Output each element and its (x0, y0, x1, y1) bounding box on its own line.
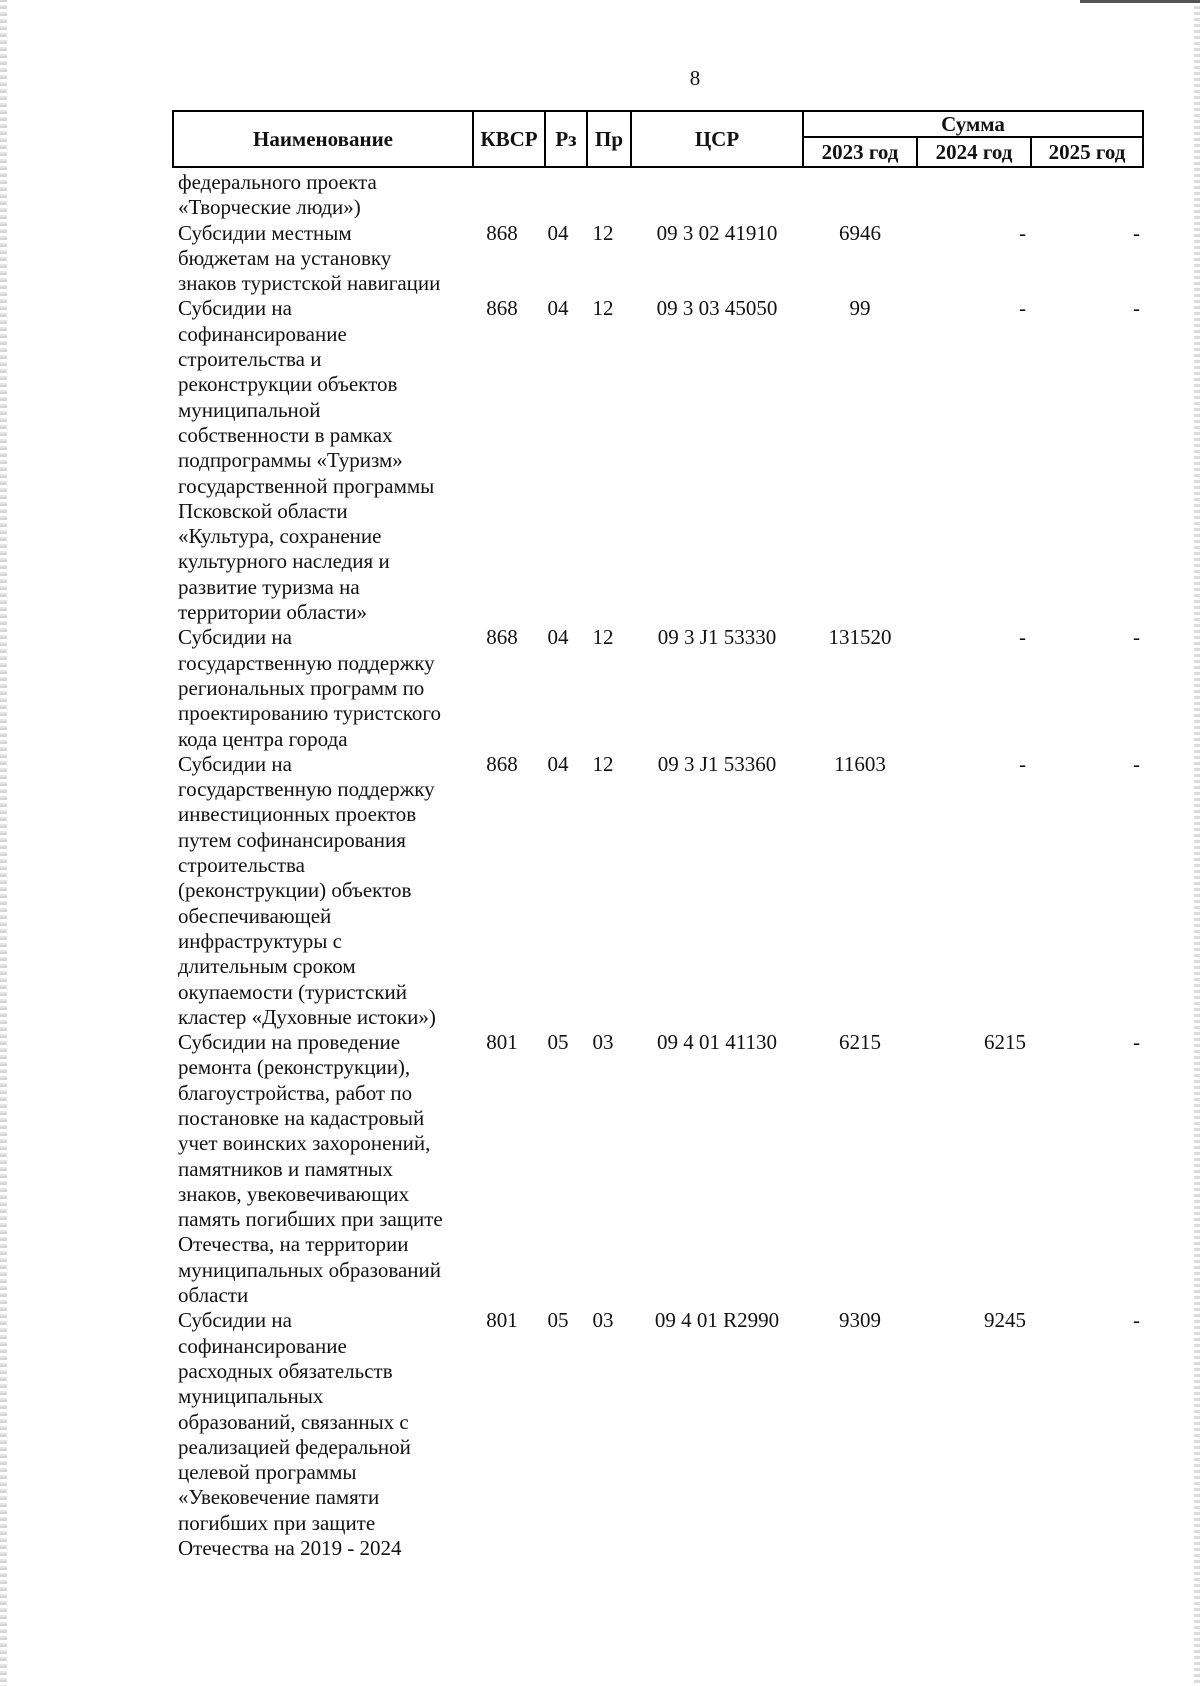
cell-csr: 09 3 03 45050 (656, 296, 778, 321)
scan-edge-top (1080, 0, 1200, 3)
name-line: области (178, 1283, 249, 1308)
row-name (178, 1030, 468, 1308)
header-year-2025: 2025 год (1048, 139, 1126, 164)
cell-2024: - (1019, 751, 1026, 776)
cell-2024: - (1019, 220, 1026, 245)
cell-2025: - (1133, 625, 1140, 650)
name-line: строительства (178, 853, 306, 878)
name-line: Отечества, на территории (178, 1232, 409, 1257)
cell-csr: 09 3 J1 53330 (657, 625, 777, 650)
cell-2023: 99 (849, 296, 871, 321)
table-row (178, 221, 1144, 297)
header-kvsr: КВСР (474, 112, 546, 166)
cell-rz: 04 (547, 220, 569, 245)
cell-rz: 04 (547, 625, 569, 650)
name-line: строительства и (178, 347, 322, 372)
name-line: государственную поддержку (178, 650, 435, 675)
name-line: кода центра города (178, 726, 348, 751)
cell-csr: 09 4 01 R2990 (654, 1308, 780, 1333)
cell-kvsr: 868 (486, 625, 518, 650)
table-row (178, 1030, 1144, 1308)
name-line: расходных обязательств (178, 1358, 393, 1383)
cell-2023: 11603 (834, 751, 886, 776)
header-rz: Рз (546, 112, 588, 166)
table-row (178, 625, 1144, 751)
name-line: муниципальных (178, 1384, 324, 1409)
row-name (178, 296, 468, 625)
name-line: постановке на кадастровый (178, 1105, 425, 1130)
name-line: развитие туризма на (178, 574, 360, 599)
name-line: «Увековечение памяти (178, 1485, 380, 1510)
name-line: окупаемости (туристский (178, 979, 407, 1004)
name-line: учет воинских захоронений, (178, 1131, 431, 1156)
name-line: (реконструкции) объектов (178, 878, 412, 903)
table-row (178, 1308, 1144, 1561)
name-line: Субсидии на проведение (178, 1030, 401, 1055)
row-name (178, 752, 468, 1030)
name-line: инфраструктуры с (178, 928, 342, 953)
name-line: государственной программы (178, 473, 435, 498)
name-line: Субсидии на (178, 296, 292, 321)
continuation-text (178, 170, 468, 221)
header-csr: ЦСР (632, 112, 804, 166)
name-line: территории области» (178, 600, 368, 625)
cell-2024: 6215 (984, 1030, 1026, 1055)
cell-2023: 6946 (839, 220, 881, 245)
name-line: Отечества на 2019 - 2024 (178, 1536, 402, 1561)
row-name (178, 1308, 468, 1561)
cell-pr: 12 (592, 751, 614, 776)
name-line: знаков, увековечивающих (178, 1181, 410, 1206)
cell-csr: 09 3 J1 53360 (657, 751, 777, 776)
name-line: софинансирование (178, 1333, 347, 1358)
name-line: Субсидии местным (178, 220, 352, 245)
name-line: Субсидии на (178, 625, 292, 650)
row-name (178, 221, 468, 297)
name-line: памятников и памятных (178, 1156, 393, 1181)
cell-2025: - (1133, 751, 1140, 776)
name-line: погибших при защите (178, 1510, 376, 1535)
name-line: длительным сроком (178, 954, 356, 979)
cell-2024: - (1019, 625, 1026, 650)
name-line: благоустройства, работ по (178, 1080, 413, 1105)
cell-csr: 09 3 02 41910 (656, 220, 778, 245)
cell-rz: 05 (547, 1308, 569, 1333)
cell-kvsr: 868 (486, 296, 518, 321)
name-line: «Культура, сохранение (178, 524, 382, 549)
cell-kvsr: 801 (486, 1030, 518, 1055)
name-line: федерального проекта (178, 170, 377, 194)
name-line: путем софинансирования (178, 827, 406, 852)
cell-rz: 05 (547, 1030, 569, 1055)
name-line: знаков туристской навигации (178, 271, 441, 296)
continuation-row (178, 170, 1144, 221)
cell-kvsr: 801 (486, 1308, 518, 1333)
name-line: ремонта (реконструкции), (178, 1055, 411, 1080)
name-line: инвестиционных проектов (178, 802, 417, 827)
scan-edge-right (1194, 0, 1200, 1686)
cell-csr: 09 4 01 41130 (657, 1030, 777, 1055)
cell-kvsr: 868 (486, 751, 518, 776)
table-row (178, 296, 1144, 625)
cell-2023: 131520 (828, 625, 892, 650)
header-year-2023: 2023 год (804, 138, 918, 166)
cell-2025: - (1133, 220, 1140, 245)
name-line: муниципальной (178, 397, 321, 422)
cell-rz: 04 (547, 296, 569, 321)
table-header (172, 110, 1144, 168)
name-line: обеспечивающей (178, 903, 332, 928)
name-line: региональных программ по (178, 675, 425, 700)
cell-2025: - (1133, 296, 1140, 321)
name-line: «Творческие люди») (178, 195, 361, 220)
table-row (178, 752, 1144, 1030)
name-line: Субсидии на (178, 751, 292, 776)
scan-edge-left (0, 0, 7, 1686)
cell-rz: 04 (547, 751, 569, 776)
cell-pr: 12 (592, 625, 614, 650)
header-sum: Сумма (804, 112, 1142, 138)
name-line: собственности в рамках (178, 422, 393, 447)
cell-kvsr: 868 (486, 220, 518, 245)
cell-2025: - (1133, 1308, 1140, 1333)
name-line: Субсидии на (178, 1308, 292, 1333)
cell-pr: 03 (592, 1308, 614, 1333)
name-line: целевой программы (178, 1460, 357, 1485)
name-line: Псковской области (178, 498, 348, 523)
cell-2024: 9245 (984, 1308, 1026, 1333)
table-body (178, 170, 1144, 1561)
name-line: кластер «Духовные истоки») (178, 1004, 436, 1029)
cell-2023: 9309 (839, 1308, 881, 1333)
name-line: подпрограммы «Туризм» (178, 448, 403, 473)
header-year-2024: 2024 год (918, 138, 1032, 166)
cell-pr: 12 (592, 296, 614, 321)
name-line: софинансирование (178, 321, 347, 346)
name-line: культурного наследия и (178, 549, 390, 574)
cell-pr: 12 (592, 220, 614, 245)
name-line: реконструкции объектов (178, 372, 398, 397)
cell-2023: 6215 (839, 1030, 881, 1055)
cell-2024: - (1019, 296, 1026, 321)
name-line: реализацией федеральной (178, 1434, 411, 1459)
name-line: образований, связанных с (178, 1409, 409, 1434)
name-line: муниципальных образований (178, 1257, 441, 1282)
name-line: память погибших при защите (178, 1207, 443, 1232)
cell-pr: 03 (592, 1030, 614, 1055)
header-name: Наименование (174, 112, 474, 166)
name-line: проектированию туристского (178, 701, 441, 726)
row-name (178, 625, 468, 751)
header-pr: Пр (588, 112, 632, 166)
name-line: бюджетам на установку (178, 245, 392, 270)
cell-2025: - (1133, 1030, 1140, 1055)
name-line: государственную поддержку (178, 777, 435, 802)
page-number: 8 (689, 66, 701, 90)
